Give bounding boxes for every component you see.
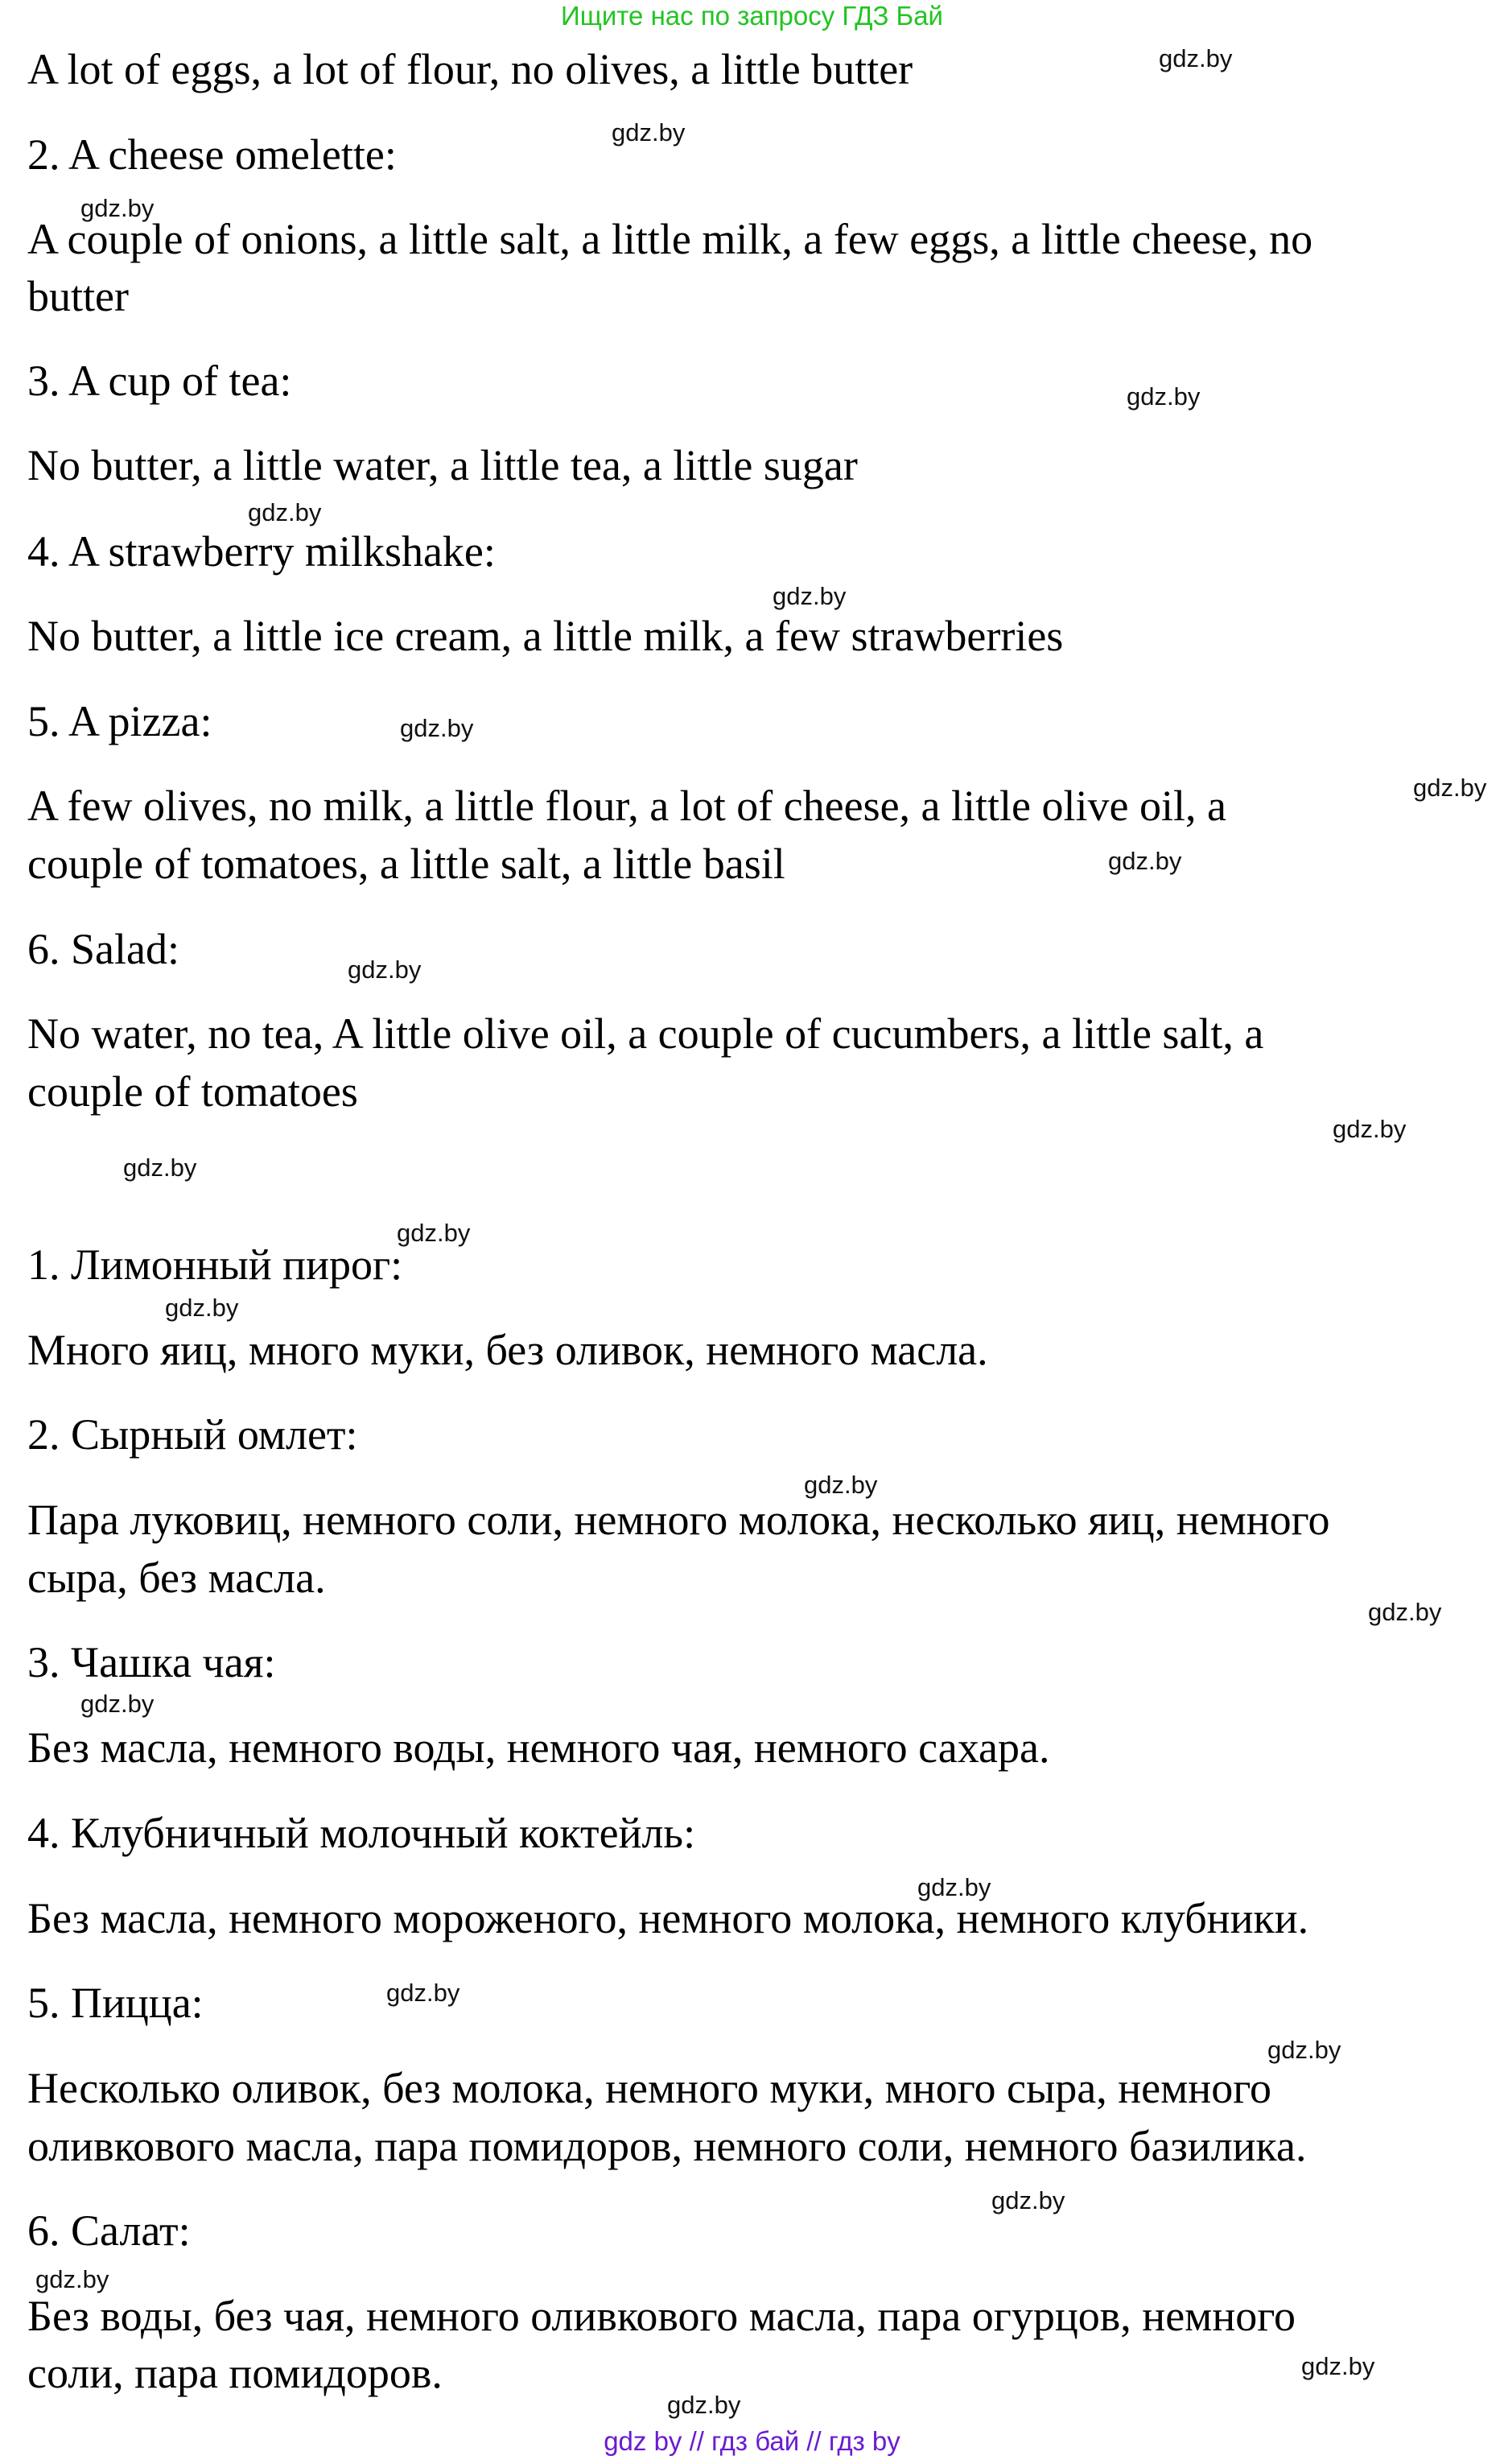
russian-item-5-heading: 5. Пицца: xyxy=(27,1979,204,2027)
english-item-5-heading: 5. A pizza: xyxy=(27,697,212,745)
russian-item-5-ingredients-line-1: Несколько оливок, без молока, немного муки, много сыра, немного xyxy=(27,2064,1272,2112)
english-item-3-heading: 3. A cup of tea: xyxy=(27,357,292,405)
watermark: gdz.by xyxy=(248,498,322,526)
watermark: gdz.by xyxy=(165,1294,239,1322)
russian-item-6-heading: 6. Салат: xyxy=(27,2206,191,2255)
watermark: gdz.by xyxy=(1127,382,1201,411)
watermark: gdz.by xyxy=(804,1471,878,1499)
english-item-3-ingredients: No butter, a little water, a little tea, a little sugar xyxy=(27,441,858,489)
watermark: gdz.by xyxy=(667,2391,741,2419)
russian-item-4-ingredients: Без масла, немного мороженого, немного молока, немного клубники. xyxy=(27,1894,1309,1942)
russian-item-3-ingredients: Без масла, немного воды, немного чая, немного сахара. xyxy=(27,1723,1050,1772)
watermark: gdz.by xyxy=(35,2265,109,2293)
russian-item-2-ingredients-line-1: Пара луковиц, немного соли, немного молока, несколько яиц, немного xyxy=(27,1496,1330,1544)
russian-item-6-ingredients-line-2: соли, пара помидоров. xyxy=(27,2349,443,2397)
footer-links[interactable]: gdz by // гдз бай // гдз by xyxy=(604,2426,900,2456)
english-item-2-ingredients-line-2: butter xyxy=(27,272,129,320)
watermark: gdz.by xyxy=(1159,44,1233,72)
english-item-6-ingredients-line-1: No water, no tea, A little olive oil, a couple of cucumbers, a little salt, a xyxy=(27,1009,1264,1058)
watermark: gdz.by xyxy=(1333,1115,1407,1143)
english-item-6-ingredients-line-2: couple of tomatoes xyxy=(27,1067,358,1116)
russian-item-1-ingredients: Много яиц, много муки, без оливок, немного масла. xyxy=(27,1326,988,1374)
watermark: gdz.by xyxy=(1413,774,1487,802)
english-item-5-ingredients-line-2: couple of tomatoes, a little salt, a little basil xyxy=(27,840,785,888)
watermark: gdz.by xyxy=(991,2186,1065,2214)
watermark: gdz.by xyxy=(386,1979,460,2007)
watermark: gdz.by xyxy=(773,582,847,610)
russian-item-3-heading: 3. Чашка чая: xyxy=(27,1638,276,1686)
watermark: gdz.by xyxy=(1368,1598,1442,1626)
russian-item-1-heading: 1. Лимонный пирог: xyxy=(27,1240,403,1289)
russian-item-6-ingredients-line-1: Без воды, без чая, немного оливкового масла, пара огурцов, немного xyxy=(27,2292,1296,2340)
russian-item-2-heading: 2. Сырный омлет: xyxy=(27,1410,358,1459)
watermark: gdz.by xyxy=(1301,2352,1375,2380)
search-banner[interactable]: Ищите нас по запросу ГДЗ Бай xyxy=(561,1,943,31)
english-item-1-ingredients: A lot of eggs, a lot of flour, no olives, a little butter xyxy=(27,45,913,93)
russian-item-5-ingredients-line-2: оливкового масла, пара помидоров, немного соли, немного базилика. xyxy=(27,2122,1307,2170)
watermark: gdz.by xyxy=(1108,847,1182,875)
watermark: gdz.by xyxy=(80,194,155,222)
watermark: gdz.by xyxy=(397,1219,471,1247)
english-item-5-ingredients-line-1: A few olives, no milk, a little flour, a lot of cheese, a little olive oil, a xyxy=(27,782,1226,830)
english-item-6-heading: 6. Salad: xyxy=(27,925,179,973)
watermark: gdz.by xyxy=(123,1154,197,1182)
watermark: gdz.by xyxy=(917,1873,991,1901)
watermark: gdz.by xyxy=(400,714,474,742)
watermark: gdz.by xyxy=(348,955,422,984)
watermark: gdz.by xyxy=(1267,2036,1341,2064)
russian-item-4-heading: 4. Клубничный молочный коктейль: xyxy=(27,1809,696,1857)
english-item-4-ingredients: No butter, a little ice cream, a little milk, a few strawberries xyxy=(27,612,1064,660)
english-item-4-heading: 4. A strawberry milkshake: xyxy=(27,527,496,576)
watermark: gdz.by xyxy=(612,118,686,147)
russian-item-2-ingredients-line-2: сыра, без масла. xyxy=(27,1554,326,1602)
watermark: gdz.by xyxy=(80,1690,155,1718)
english-item-2-heading: 2. A cheese omelette: xyxy=(27,130,397,179)
english-item-2-ingredients-line-1: A couple of onions, a little salt, a little milk, a few eggs, a little cheese, no xyxy=(27,215,1313,263)
